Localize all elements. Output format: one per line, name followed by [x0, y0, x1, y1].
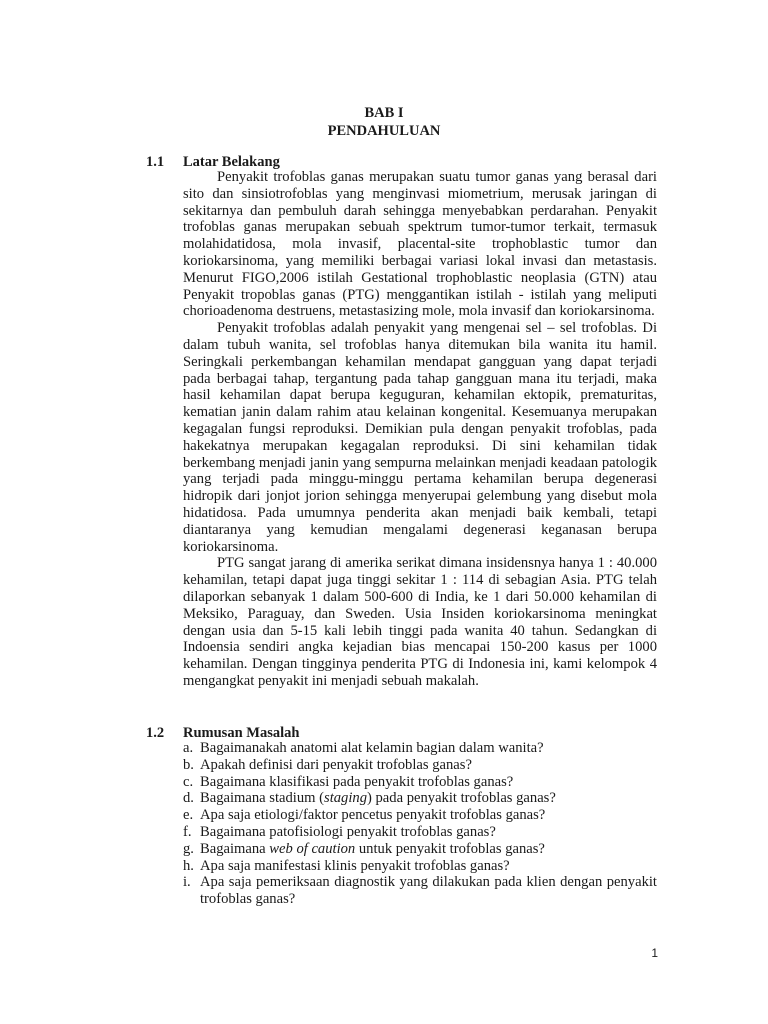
list-item-text: Bagaimana — [200, 840, 270, 857]
list-item — [183, 757, 657, 774]
list-marker: b. — [183, 756, 194, 773]
list-item-text: Apa saja etiologi/faktor pencetus penyakit trofoblas ganas? — [200, 807, 546, 824]
list-item-text: Apakah definisi dari penyakit trofoblas ganas? — [200, 756, 472, 773]
list-marker: c. — [183, 773, 194, 790]
list-item — [183, 807, 657, 824]
list-item — [183, 858, 657, 875]
problem-list — [183, 740, 657, 908]
section-title: Rumusan Masalah — [183, 725, 300, 741]
list-item-text: Bagaimana klasifikasi pada penyakit trofoblas ganas? — [200, 773, 514, 790]
background-section-body — [183, 169, 657, 690]
list-item — [183, 841, 657, 858]
list-item-text: Apa saja pemeriksaan diagnostik yang dilakukan pada klien dengan penyakit trofoblas ganas? — [200, 874, 657, 908]
chapter-number: BAB I — [364, 105, 404, 121]
list-item-text: Bagaimana stadium ( — [200, 790, 325, 807]
paragraph: Penyakit trofoblas ganas merupakan suatu tumor ganas yang berasal dari sito dan sinsiotrofoblas yang menginvasi miometrium, merusak jaringan di sekitarnya dan pembuluh darah sehingga menyebabkan perdarahan. Penyakit trofoblas ganas merupakan sebuah spektrum tumor-tumor terkait, termasuk molahidatidosa, mola invasif, placental-site trophoblastic tumor dan koriokarsinoma, yang memiliki berbagai variasi lokal invasi dan metastasis. Menurut FIGO,2006 istilah Gestational trophoblastic neoplasia (GTN) atau Penyakit tropoblas ganas (PTG) menggantikan istilah - istilah yang meliputi chorioadenoma destruens, metastasizing mole, mola invasif dan koriokarsinoma. — [183, 169, 657, 320]
section-title: Latar Belakang — [183, 154, 280, 170]
list-item-text: Apa saja manifestasi klinis penyakit trofoblas ganas? — [200, 857, 510, 874]
section-number: 1.2 — [146, 725, 165, 741]
list-item-emphasis: web of caution — [269, 840, 356, 857]
page-number: 1 — [651, 946, 658, 960]
list-item — [183, 790, 657, 807]
paragraph: Penyakit trofoblas adalah penyakit yang mengenai sel – sel trofoblas. Di dalam tubuh wanita, sel trofoblas hanya ditemukan bila wanita itu hamil. Seringkali perkembangan kehamilan mendapat gangguan yang dapat terjadi pada berbagai tahap, tergantung pada tahap gangguan mana itu terjadi, maka hasil kehamilan dapat berupa keguguran, kehamilan ektopik, prematuritas, kematian janin dalam rahim atau kelainan kongenital. Kesemuanya merupakan kegagalan fungsi reproduksi. Demikian pula dengan penyakit trofoblas, pada hakekatnya merupakan kegagalan reproduksi. Di sini kehamilan tidak berkembang menjadi janin yang sempurna melainkan menjadi keadaan patologik yang terjadi pada minggu-minggu pertama kehamilan berupa degenerasi hidropik dari jonjot jorion sehingga menyerupai gelembung yang disebut mola hidatidosa. Pada umumnya penderita akan menjadi baik kembali, tetapi diantaranya yang kemudian mengalami degenerasi keganasan berupa koriokarsinoma. — [183, 320, 657, 555]
paragraph: PTG sangat jarang di amerika serikat dimana insidensnya hanya 1 : 40.000 kehamilan, tetapi dapat juga tinggi sekitar 1 : 114 di sebagian Asia. PTG telah dilaporkan sebanyak 1 dalam 500-600 di India, ke 1 dari 50.000 kehamilan di Meksiko, Paraguay, dan Sweden. Usia Insiden koriokarsinoma meningkat dengan usia dan 5-15 kali lebih tinggi pada wanita 40 tahun. Sedangkan di Indoensia sendiri angka kejadian bias mencapai 150-200 kasus per 1000 kehamilan. Dengan tingginya penderita PTG di Indonesia ini, kami kelompok 4 mengangkat penyakit ini menjadi sebuah makalah. — [183, 555, 657, 689]
list-marker: a. — [183, 740, 194, 756]
list-marker: i. — [183, 874, 191, 891]
section-number: 1.1 — [146, 154, 165, 170]
list-item-emphasis: staging — [324, 790, 367, 807]
list-item — [183, 874, 657, 908]
list-item-text: Bagaimanakah anatomi alat kelamin bagian dalam wanita? — [200, 740, 544, 756]
list-marker: e. — [183, 807, 194, 824]
list-marker: d. — [183, 790, 194, 807]
list-marker: g. — [183, 840, 194, 857]
list-marker: f. — [183, 823, 192, 840]
list-item-text: untuk penyakit trofoblas ganas? — [355, 840, 545, 857]
chapter-title: PENDAHULUAN — [327, 123, 441, 139]
list-item-text: Bagaimana patofisiologi penyakit trofoblas ganas? — [200, 823, 496, 840]
list-item-text: ) pada penyakit trofoblas ganas? — [367, 790, 556, 807]
list-item — [183, 740, 657, 757]
list-item — [183, 824, 657, 841]
list-marker: h. — [183, 857, 194, 874]
list-item — [183, 774, 657, 791]
